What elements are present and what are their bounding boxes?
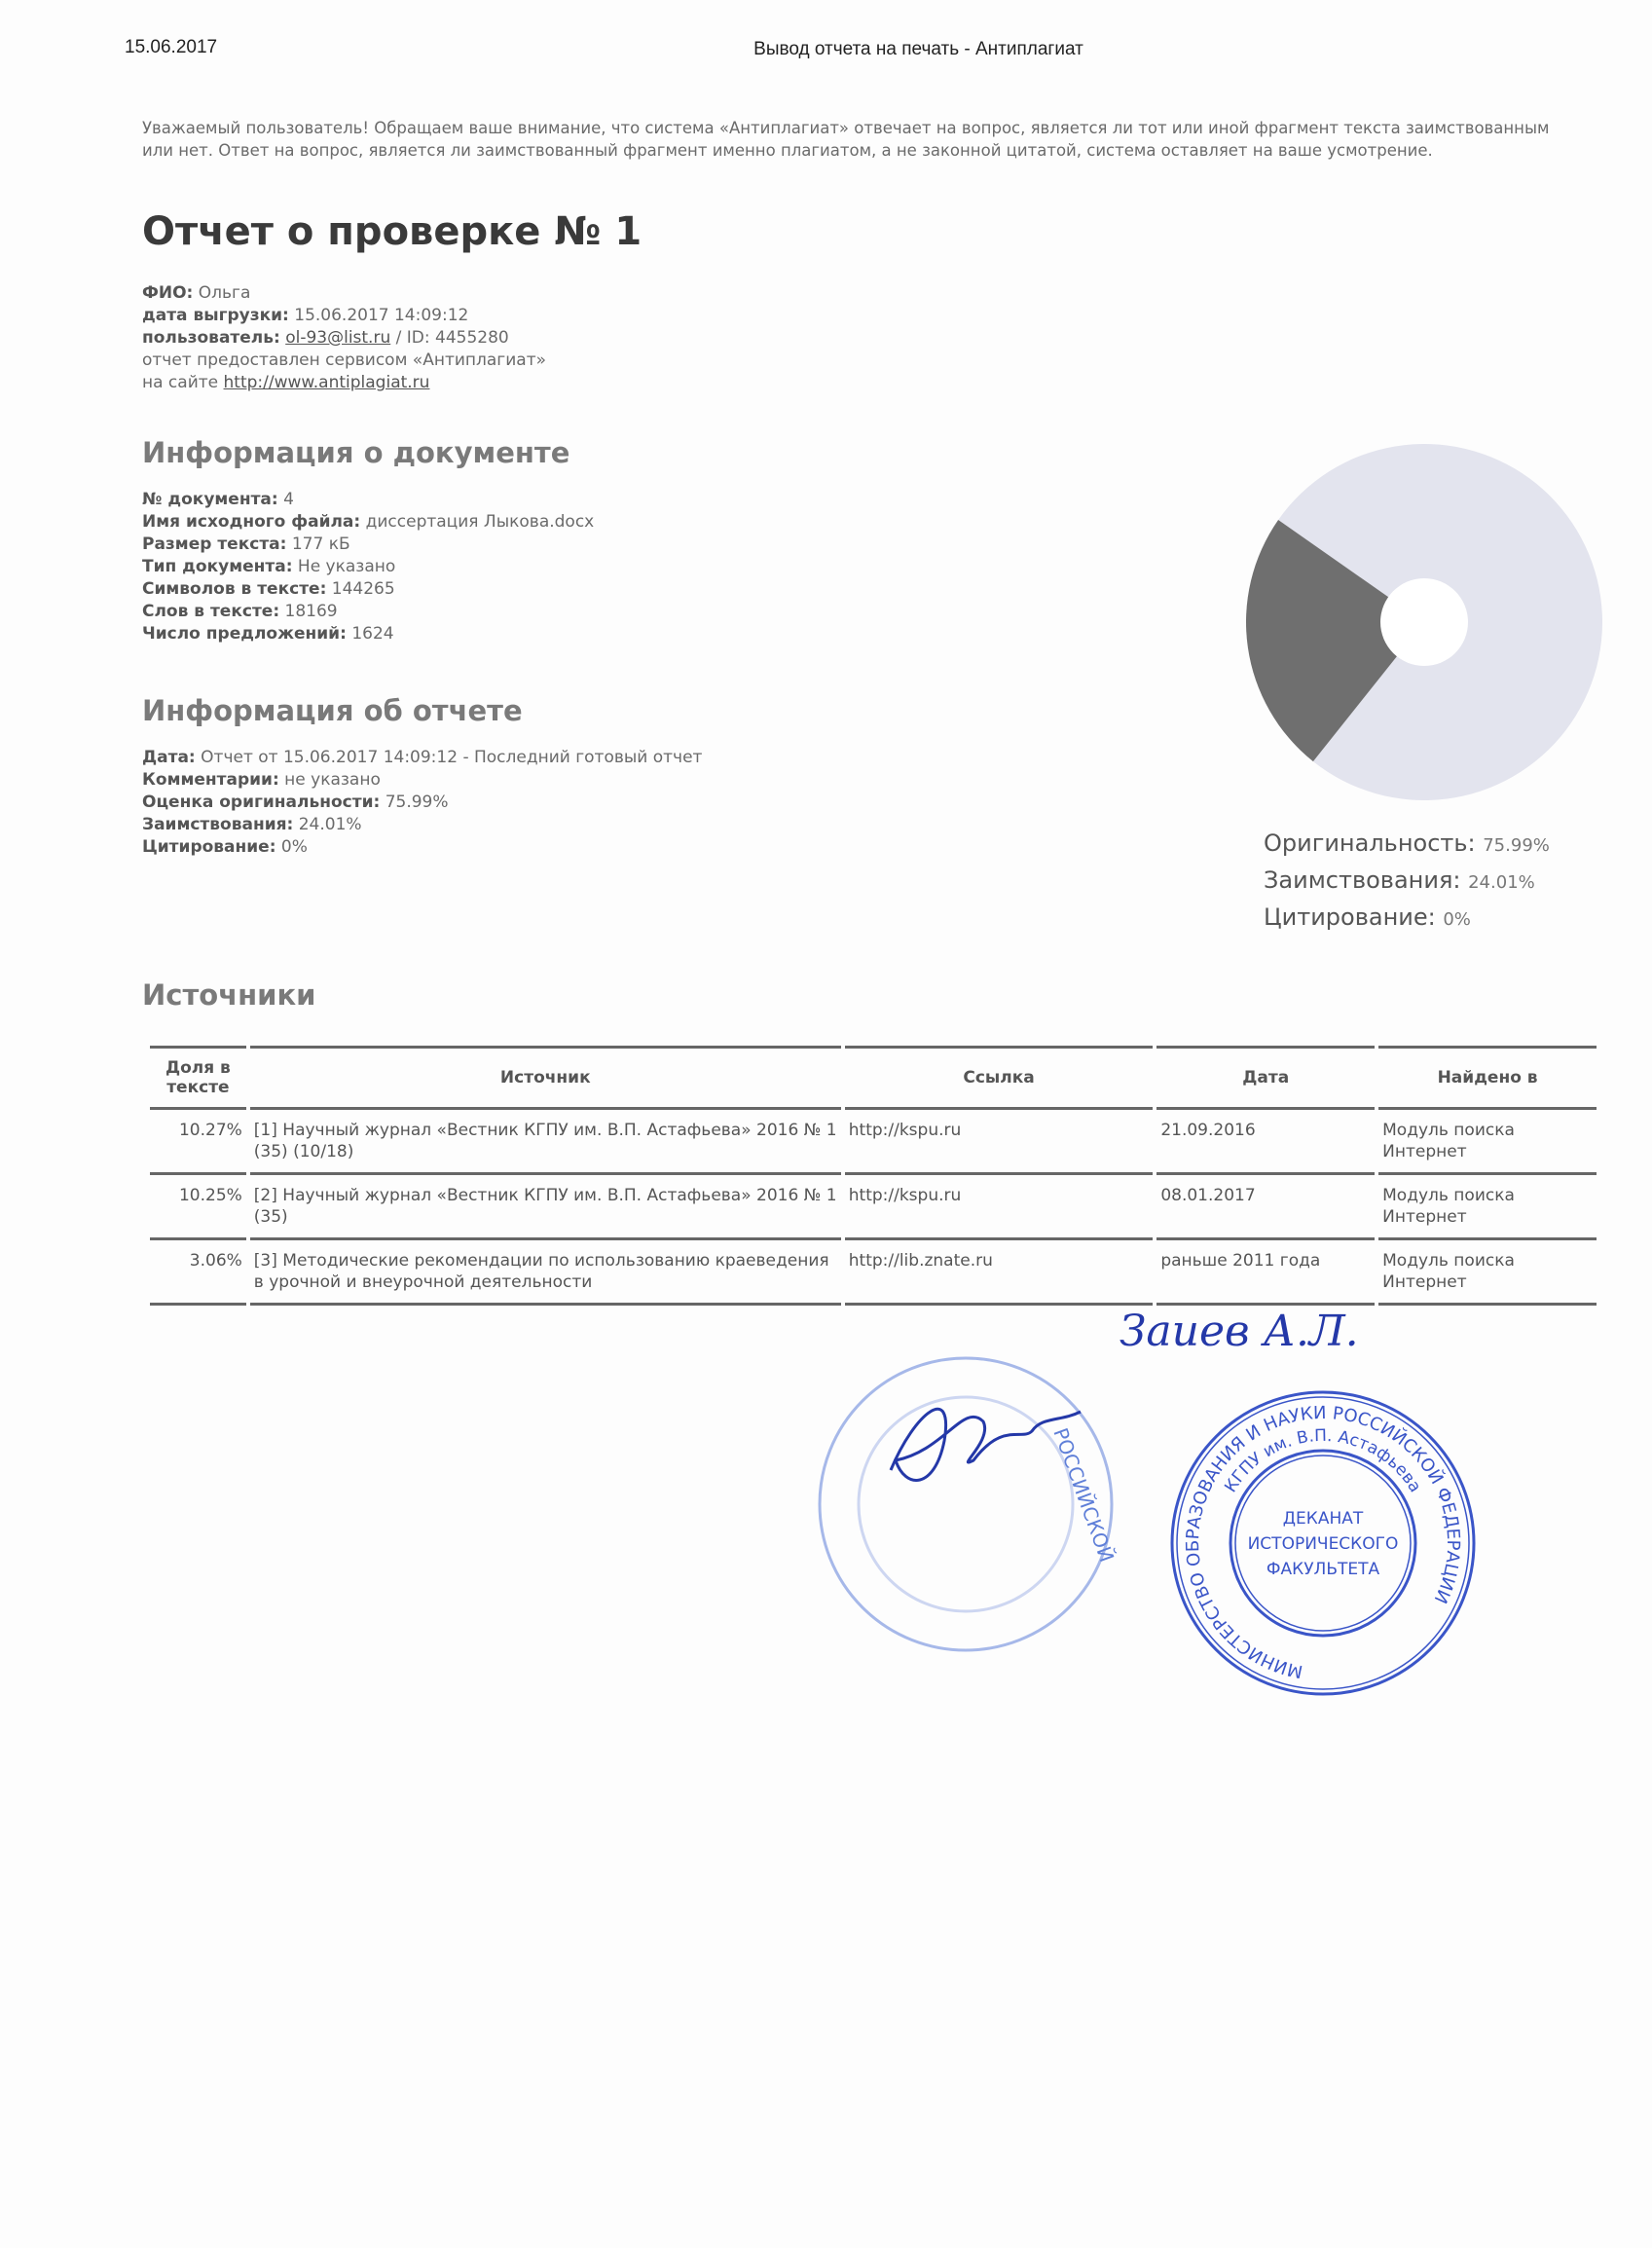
found-cell: Модуль поиска Интернет	[1378, 1110, 1597, 1175]
report-info-row-value: Отчет от 15.06.2017 14:09:12 - Последний готовый отчет	[201, 748, 703, 767]
legend-value: 24.01%	[1468, 872, 1535, 893]
print-date: 15.06.2017	[125, 37, 218, 57]
warning-text: Уважаемый пользователь! Обращаем ваше внимание, что система «Антиплагиат» отвечает на вопрос, является ли тот или иной фрагмент текста заимствованным или нет. Ответ на вопрос, является ли заимствованный фрагмент именно плагиатом, а не законной цитатой, система оставляет на ваше усмотрение.	[142, 119, 1550, 160]
partial-stamp	[820, 1358, 1119, 1650]
report-info-row-value: не указано	[284, 770, 381, 790]
report-info-row	[142, 769, 702, 792]
share-cell: 10.25%	[150, 1175, 246, 1240]
column-header: Ссылка	[845, 1046, 1154, 1110]
export-value: 15.06.2017 14:09:12	[294, 306, 469, 325]
doc-info-row	[142, 578, 594, 601]
doc-info-row-value: 144265	[331, 579, 395, 599]
legend-value: 0%	[1443, 909, 1471, 930]
column-header: Доля в тексте	[150, 1046, 246, 1110]
report-info-row	[142, 747, 702, 769]
source-link[interactable]: http://kspu.ru	[848, 1186, 962, 1205]
doc-info-row-label: Имя исходного файла:	[142, 512, 361, 532]
source-link[interactable]: http://lib.znate.ru	[848, 1251, 993, 1271]
doc-info-row	[142, 601, 594, 623]
doc-info-row-value: Не указано	[297, 557, 396, 576]
link-cell	[845, 1175, 1154, 1240]
doc-info-row-label: № документа:	[142, 490, 278, 509]
doc-info-row	[142, 623, 594, 645]
user-id: / ID: 4455280	[395, 328, 509, 348]
report-info-row-value: 75.99%	[385, 792, 449, 812]
source-cell: [3] Методические рекомендации по использованию краеведения в урочной и внеурочной деятельности	[250, 1240, 841, 1306]
source-cell: [1] Научный журнал «Вестник КГПУ им. В.П. Астафьева» 2016 № 1 (35) (10/18)	[250, 1110, 841, 1175]
legend-label: Цитирование:	[1264, 903, 1436, 931]
report-info-row	[142, 836, 702, 859]
site-line	[142, 372, 546, 394]
originality-pie-chart	[1236, 434, 1612, 810]
doc-info-row-value: диссертация Лыкова.docx	[365, 512, 595, 532]
doc-info-heading: Информация о документе	[142, 436, 570, 469]
doc-info-row-value: 18169	[284, 602, 338, 621]
site-link[interactable]: http://www.antiplagiat.ru	[223, 373, 430, 392]
report-info-row-label: Оценка оригинальности:	[142, 792, 381, 812]
date-cell: раньше 2011 года	[1156, 1240, 1375, 1306]
legend-label: Оригинальность:	[1264, 829, 1476, 857]
fio-line	[142, 282, 546, 305]
legend-value: 75.99%	[1483, 835, 1550, 856]
doc-info-row	[142, 489, 594, 511]
legend-item	[1264, 829, 1550, 866]
print-title: Вывод отчета на печать - Антиплагиат	[753, 39, 1083, 59]
report-info-row-value: 0%	[280, 837, 308, 857]
signature-right: Заиев А.Л.	[1120, 1307, 1359, 1356]
doc-info-row-label: Слов в тексте:	[142, 602, 280, 621]
provided-text: отчет предоставлен сервисом «Антиплагиат»	[142, 350, 546, 370]
source-row	[150, 1175, 1597, 1240]
found-cell: Модуль поиска Интернет	[1378, 1240, 1597, 1306]
doc-info-row	[142, 534, 594, 556]
signature-left	[891, 1409, 1081, 1480]
sources-table	[146, 1046, 1600, 1306]
stamps-and-signatures	[798, 1285, 1652, 1714]
source-cell: [2] Научный журнал «Вестник КГПУ им. В.П. Астафьева» 2016 № 1 (35)	[250, 1175, 841, 1240]
user-email-link[interactable]: ol-93@list.ru	[285, 328, 391, 348]
doc-info-row-value: 177 кБ	[291, 534, 350, 554]
doc-info-section	[142, 436, 594, 645]
report-title: Отчет о проверке № 1	[142, 209, 642, 254]
link-cell	[845, 1110, 1154, 1175]
legend-label: Заимствования:	[1264, 866, 1461, 894]
fio-label: ФИО:	[142, 283, 194, 303]
dean-office-stamp	[1172, 1392, 1474, 1694]
stamp-center-text: ДЕКАНАТ ИСТОРИЧЕСКОГО ФАКУЛЬТЕТА	[1247, 1509, 1399, 1579]
source-row	[150, 1110, 1597, 1175]
pie-hole	[1380, 578, 1468, 666]
report-info-section	[142, 694, 702, 859]
source-link[interactable]: http://kspu.ru	[848, 1121, 962, 1140]
report-info-row	[142, 792, 702, 814]
doc-info-row-label: Размер текста:	[142, 534, 287, 554]
doc-info-row-value: 4	[283, 490, 294, 509]
column-header: Найдено в	[1378, 1046, 1597, 1110]
doc-info-row-value: 1624	[351, 624, 394, 644]
user-label: пользователь:	[142, 328, 280, 348]
share-cell: 3.06%	[150, 1240, 246, 1306]
date-cell: 21.09.2016	[1156, 1110, 1375, 1175]
doc-info-row-label: Символов в тексте:	[142, 579, 327, 599]
chart-legend	[1264, 829, 1550, 940]
partial-stamp-text: РОССИЙСКОЙ	[1048, 1424, 1120, 1566]
legend-item	[1264, 903, 1550, 940]
report-info-row-value: 24.01%	[298, 815, 362, 834]
export-label: дата выгрузки:	[142, 306, 289, 325]
report-info-row	[142, 814, 702, 836]
found-cell: Модуль поиска Интернет	[1378, 1175, 1597, 1240]
user-line	[142, 327, 546, 350]
report-info-row-label: Цитирование:	[142, 837, 276, 857]
share-cell: 10.27%	[150, 1110, 246, 1175]
doc-info-row-label: Тип документа:	[142, 557, 293, 576]
meta-block	[142, 282, 546, 394]
doc-info-row	[142, 511, 594, 534]
report-info-row-label: Заимствования:	[142, 815, 294, 834]
export-line	[142, 305, 546, 327]
report-info-heading: Информация об отчете	[142, 694, 523, 727]
legend-item	[1264, 866, 1550, 903]
doc-info-row	[142, 556, 594, 578]
sources-heading: Источники	[142, 978, 316, 1012]
column-header: Источник	[250, 1046, 841, 1110]
site-label: на сайте	[142, 373, 219, 392]
fio-value: Ольга	[198, 283, 251, 303]
date-cell: 08.01.2017	[1156, 1175, 1375, 1240]
stamp-inner-text: КГПУ им. В.П. Астафьева	[1221, 1425, 1425, 1496]
column-header: Дата	[1156, 1046, 1375, 1110]
report-info-row-label: Комментарии:	[142, 770, 279, 790]
stamp-outer-text: МИНИСТЕРСТВО ОБРАЗОВАНИЯ И НАУКИ РОССИЙСКОЙ ФЕДЕРАЦИИ	[1182, 1402, 1464, 1682]
report-info-row-label: Дата:	[142, 748, 196, 767]
doc-info-row-label: Число предложений:	[142, 624, 347, 644]
